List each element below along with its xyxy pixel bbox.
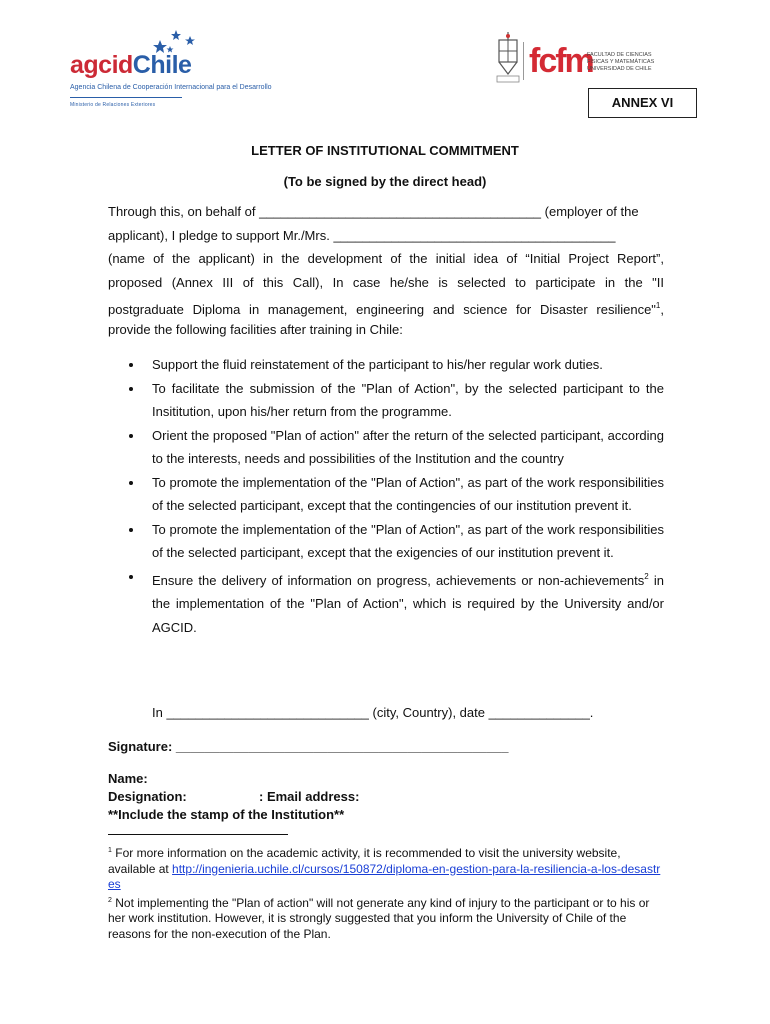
agcid-subtagline: Ministerio de Relaciones Exteriores bbox=[70, 102, 156, 108]
fcfm-acronym: fcfm bbox=[529, 42, 593, 80]
agcid-brand: agcidChile bbox=[70, 51, 192, 79]
stamp-note: **Include the stamp of the Institution** bbox=[108, 807, 345, 822]
designation-label: Designation: bbox=[108, 789, 187, 804]
intro-line-6: provide the following facilities after training in Chile: bbox=[108, 321, 403, 337]
bullet-icon bbox=[129, 481, 133, 485]
intro-paragraph bbox=[108, 200, 664, 341]
list-item: Support the fluid reinstatement of the participant to his/her regular work duties. bbox=[108, 353, 664, 377]
intro-line-5: postgraduate Diploma in management, engineering and science for Disaster resilience"$^1$, bbox=[108, 301, 664, 317]
logo-divider bbox=[70, 97, 182, 98]
list-item: Ensure the delivery of information on progress, achievements or non-achievements$^2$ in the implementation of the "Plan of Action", which is required by the University and/or AGCID. bbox=[108, 565, 664, 640]
bullet-icon bbox=[129, 387, 133, 391]
list-item: To promote the implementation of the "Plan of Action", as part of the work responsibilities of the selected participant, except that the exigencies of our institution prevent it. bbox=[108, 518, 664, 565]
logo-separator bbox=[523, 42, 524, 80]
bullet-icon bbox=[129, 363, 133, 367]
footnotes bbox=[108, 843, 664, 942]
intro-line-2: applicant), I pledge to support Mr./Mrs. _______________________________________ bbox=[108, 227, 616, 243]
name-label: Name: bbox=[108, 771, 148, 786]
agcid-tagline: Agencia Chilena de Cooperación Internacional para el Desarrollo bbox=[70, 84, 272, 91]
footnote-1: $^1$ For more information on the academic activity, it is recommended to visit the university website, available at http://ingenieria.uchile.cl/cursos/150872/diploma-en-gestion-para-la-resiliencia-a-los-desastres bbox=[108, 846, 661, 891]
bullet-icon bbox=[129, 434, 133, 438]
email-label: : Email address: bbox=[259, 789, 360, 804]
intro-line-1: Through this, on behalf of _______________________________________ (employer of the bbox=[108, 204, 639, 219]
faculty-name: FACULTAD DE CIENCIAS FÍSICAS Y MATEMÁTICAS UNIVERSIDAD DE CHILE bbox=[587, 52, 655, 72]
footnote-2: $^2$ Not implementing the "Plan of action" will not generate any kind of injury to the participant or to his or her work institution. However, it is strongly suggested that you inform the University of Chile of the reasons for the non-execution of the Plan. bbox=[108, 895, 650, 941]
document-title: LETTER OF INSTITUTIONAL COMMITMENT bbox=[251, 143, 519, 158]
bullet-icon bbox=[129, 575, 133, 579]
university-website-link[interactable]: http://ingenieria.uchile.cl/cursos/150872/diploma-en-gestion-para-la-resiliencia-a-los-desastres bbox=[108, 861, 661, 891]
university-crest-icon bbox=[495, 32, 521, 84]
fcfm-logo bbox=[495, 32, 675, 90]
annex-label: ANNEX VI bbox=[588, 88, 697, 118]
bullet-icon bbox=[129, 528, 133, 532]
agcid-chile-logo bbox=[60, 26, 272, 108]
footnote-divider bbox=[108, 834, 288, 835]
list-item: Orient the proposed "Plan of action" after the return of the selected participant, according to the interests, needs and possibilities of the Institution and the country bbox=[108, 424, 664, 471]
list-item: To promote the implementation of the "Plan of Action", as part of the work responsibilities of the selected participant, except that the contingencies of our institution prevent it. bbox=[108, 471, 664, 518]
list-item: To facilitate the submission of the "Plan of Action", by the selected participant to the Insititution, upon his/her return from the programme. bbox=[108, 377, 664, 424]
commitment-list bbox=[108, 353, 664, 639]
intro-line-3: (name of the applicant) in the development of the initial idea of “Initial Project Report”, bbox=[108, 251, 664, 266]
signature-line: Signature: ______________________________________________ bbox=[108, 739, 509, 754]
place-date-line: In ____________________________ (city, Country), date ______________. bbox=[152, 705, 594, 720]
intro-line-4: proposed (Annex III of this Call), In case he/she is selected to participate in the "II bbox=[108, 274, 664, 290]
document-subtitle: (To be signed by the direct head) bbox=[283, 174, 487, 189]
